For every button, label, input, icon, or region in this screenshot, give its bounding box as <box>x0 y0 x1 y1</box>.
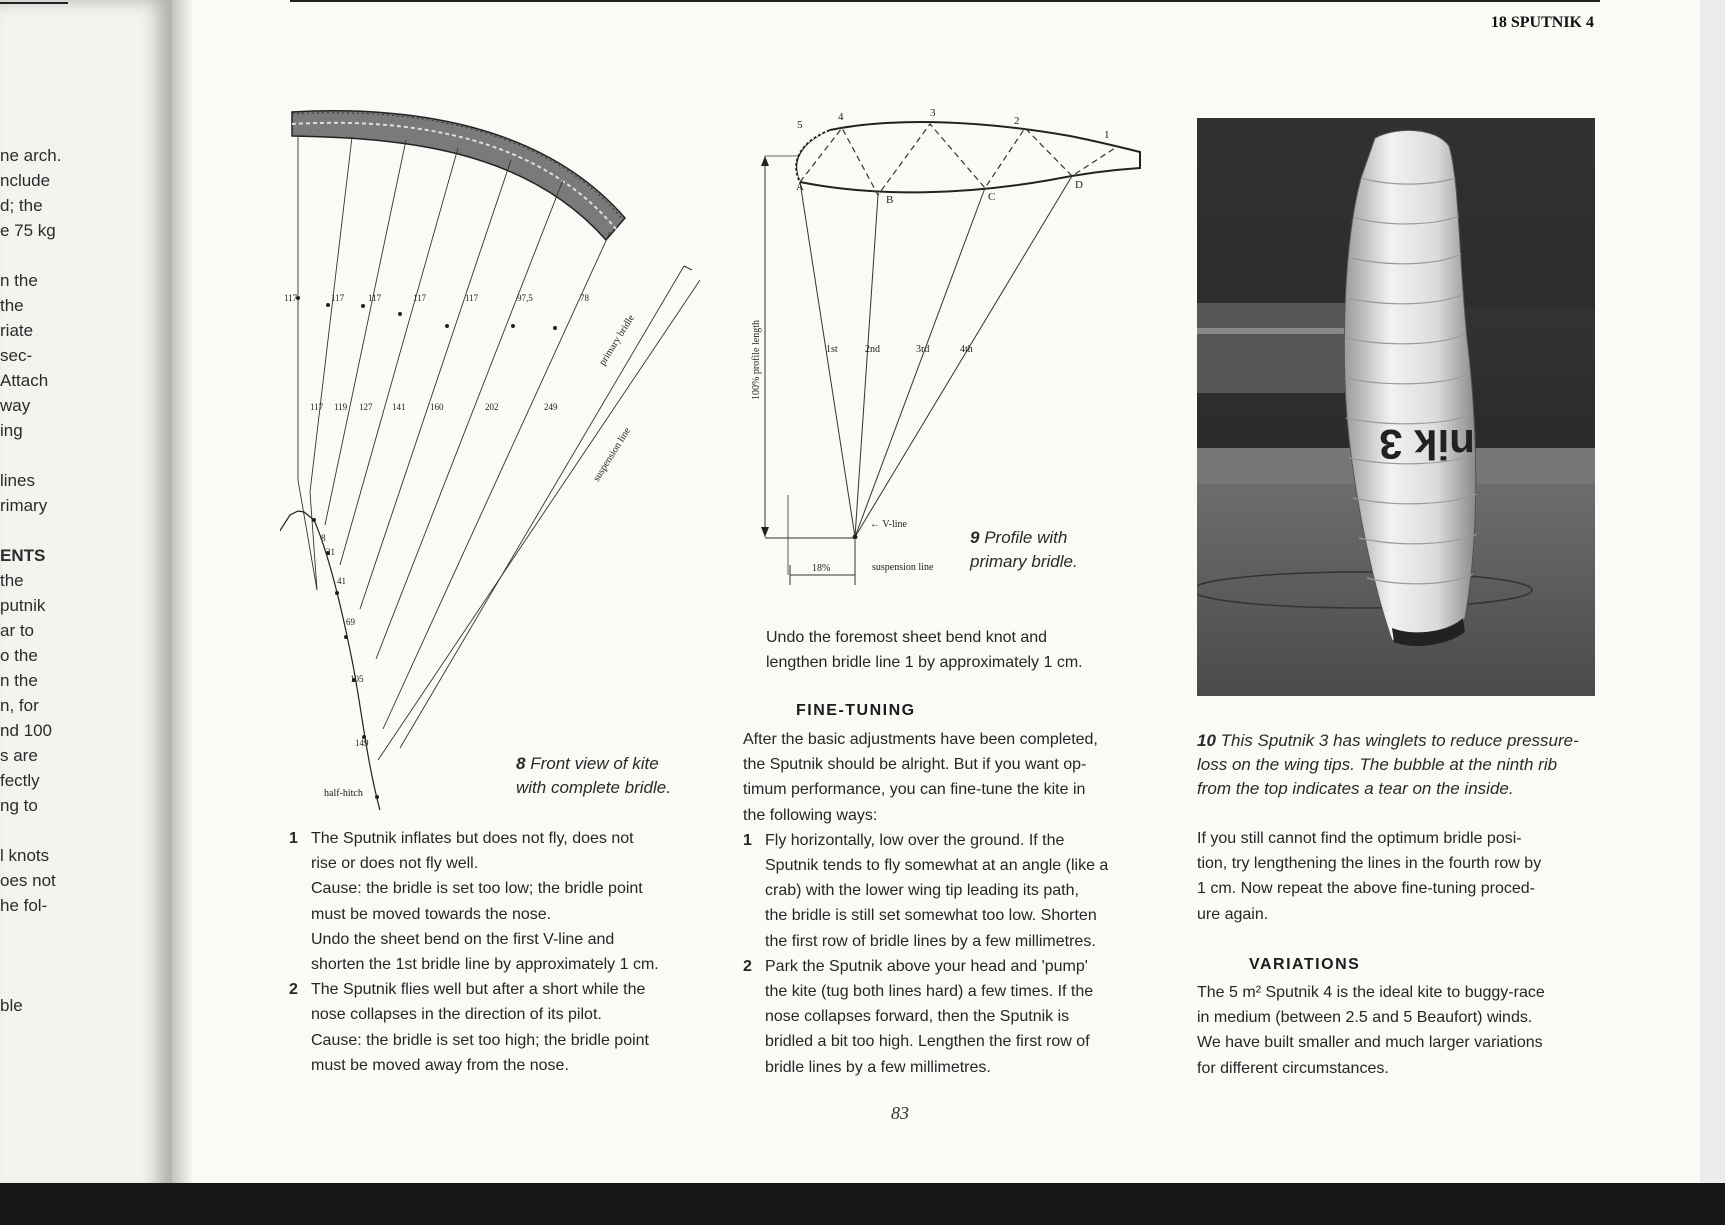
figure-8-caption: 8 Front view of kite with complete bridle. <box>516 754 671 797</box>
left-page-line: putnik <box>0 596 46 615</box>
left-page-line: ble <box>0 996 23 1015</box>
bridle-order-labels <box>826 344 973 355</box>
left-page-line: fectly <box>0 771 40 790</box>
page-number: 83 <box>891 1103 909 1123</box>
svg-text:97,5: 97,5 <box>517 293 533 303</box>
profile-top-numbers <box>797 107 1110 141</box>
lower-length-labels <box>310 402 558 412</box>
svg-text:3: 3 <box>930 107 936 119</box>
left-page-line: nd 100 <box>0 721 52 740</box>
svg-text:69: 69 <box>346 617 355 627</box>
svg-text:8: 8 <box>321 533 326 543</box>
left-page <box>0 0 172 1195</box>
left-page-line: the <box>0 571 24 590</box>
svg-text:149: 149 <box>355 738 369 748</box>
upper-length-labels <box>284 293 590 303</box>
svg-text:C: C <box>988 191 996 203</box>
list-item: 1 Fly horizontally, low over the ground. If the Sputnik tends to fly somewhat at an angle (like a crab) with the lower wing tip leading its path, the bridle is still set somewhat too low. Shorten the first row of bridle lines by a few millimetres. <box>743 831 1109 950</box>
variations-heading: VARIATIONS <box>1249 956 1361 973</box>
svg-text:117: 117 <box>284 293 298 303</box>
left-page-line: riate <box>0 321 34 340</box>
header-rule <box>290 0 1600 2</box>
left-page-line: sec- <box>0 346 33 365</box>
left-page-line: rimary <box>0 496 48 515</box>
svg-text:117: 117 <box>413 293 427 303</box>
svg-text:1: 1 <box>1104 129 1110 141</box>
svg-text:41: 41 <box>337 576 346 586</box>
column-1-text <box>289 826 719 1078</box>
kite-photo <box>1197 118 1595 696</box>
primary-bridle-label: primary bridle <box>597 313 638 368</box>
svg-text:5: 5 <box>797 119 803 131</box>
suspension-line-label: suspension line <box>872 562 934 573</box>
svg-text:117: 117 <box>310 402 324 412</box>
left-page-line: he fol- <box>0 896 48 915</box>
svg-text:117: 117 <box>368 293 382 303</box>
left-page-line: the <box>0 296 24 315</box>
svg-text:160: 160 <box>430 402 444 412</box>
page-edge <box>1700 0 1725 1183</box>
left-page-line: ne arch. <box>0 146 62 165</box>
left-page-line: ing <box>0 421 23 440</box>
column-3-variations-text: The 5 m² Sputnik 4 is the ideal kite to buggy-race in medium (between 2.5 and 5 Beaufort) winds. We have built smaller and much larger variations for different circumstances. <box>1197 984 1545 1077</box>
gutter-shadow <box>172 0 194 1183</box>
list-item: 1 The Sputnik inflates but does not fly, does not rise or does not fly well. Cause: the bridle is set too low; the bridle point must be moved towards the nose. Undo the sheet bend on the first V-line and shorten the 1st bridle line by approximately 1 cm. <box>289 830 659 974</box>
left-page-line: Attach <box>0 371 49 390</box>
page-header: 18 SPUTNIK 4 <box>1490 14 1594 31</box>
left-page-line: n, for <box>0 696 39 715</box>
svg-text:105: 105 <box>350 674 364 684</box>
figure-9-profile <box>730 100 1150 600</box>
list-item: 2 Park the Sputnik above your head and 'pump' the kite (tug both lines hard) a few times. If the nose collapses forward, then the Sputnik is bridled a bit too high. Lengthen the first row of bridle lines by a few millimetres. <box>743 957 1094 1076</box>
figure-8-front-view <box>280 100 720 810</box>
svg-text:4: 4 <box>838 111 844 123</box>
svg-text:A: A <box>796 181 804 193</box>
left-page-line: way <box>0 396 31 415</box>
scanner-bottom-band <box>0 1183 1725 1225</box>
left-page-line: n the <box>0 271 38 290</box>
bridle-lines <box>298 136 610 729</box>
fine-tuning-heading: FINE-TUNING <box>796 702 916 719</box>
suspension-line-label: suspension line <box>591 425 634 484</box>
left-page-line: ng to <box>0 796 38 815</box>
svg-text:117: 117 <box>331 293 345 303</box>
column-2-intro: Undo the foremost sheet bend knot and lengthen bridle line 1 by approximately 1 cm. <box>766 629 1083 672</box>
svg-text:119: 119 <box>334 402 348 412</box>
profile-bridle-lines <box>800 176 1072 537</box>
kite-print-text: nik 3 <box>1379 421 1475 468</box>
svg-text:D: D <box>1075 179 1083 191</box>
svg-text:2nd: 2nd <box>865 344 880 355</box>
svg-text:4th: 4th <box>960 344 973 355</box>
left-page-line: ENTS <box>0 546 46 565</box>
left-page-line: nclude <box>0 171 51 190</box>
left-page-line: e 75 kg <box>0 221 56 240</box>
left-page-line: lines <box>0 471 35 490</box>
left-page-line: l knots <box>0 846 50 865</box>
column-2-text: After the basic adjustments have been completed, the Sputnik should be alright. But if you want op- timum performance, you can fine-tune the kite in the following ways: 1 Fly horizontally, low over the ground. If the Sputnik tends to fly somewhat at an angle (like a crab) with the lower wing tip leading its path, the bridle is still set somewhat too low. Shorten the first row of bridle lines by a few millimetres. 2 Park the Sputnik above your head and 'pump' the kite (tug both lines hard) a few times. If the nose collapses forward, then the Sputnik is bridled a bit too high. Lengthen the first row of bridle lines by a few millimetres. <box>743 727 1163 1080</box>
half-hitch-label: half-hitch <box>324 788 363 799</box>
svg-text:2: 2 <box>1014 115 1020 127</box>
svg-text:78: 78 <box>580 293 589 303</box>
svg-text:B: B <box>886 194 894 206</box>
profile-length-label: 100% profile length <box>751 320 762 400</box>
v-line-label: ← V-line <box>870 519 907 530</box>
svg-text:1st: 1st <box>826 344 838 355</box>
left-page-line: d; the <box>0 196 43 215</box>
svg-text:127: 127 <box>359 402 373 412</box>
left-page-line: n the <box>0 671 38 690</box>
left-page-line: o the <box>0 646 38 665</box>
svg-text:141: 141 <box>392 402 406 412</box>
left-page-line: s are <box>0 746 38 765</box>
svg-text:3rd: 3rd <box>916 344 930 355</box>
svg-text:21: 21 <box>326 547 335 557</box>
airfoil-profile <box>796 122 1140 192</box>
svg-text:202: 202 <box>485 402 499 412</box>
svg-text:117: 117 <box>465 293 479 303</box>
figure-9-caption: 9 Profile with primary bridle. <box>970 528 1078 571</box>
left-page-text-fragments <box>0 146 150 1021</box>
column-3-text: If you still cannot find the optimum bridle posi- tion, try lengthening the lines in the fourth row by 1 cm. Now repeat the above fine-tuning proced- ure again. <box>1197 830 1542 923</box>
percent-label: 18% <box>812 563 831 574</box>
svg-text:249: 249 <box>544 402 558 412</box>
left-top-rule <box>0 2 68 4</box>
left-page-line: oes not <box>0 871 56 890</box>
figure-10-caption: 10 This Sputnik 3 has winglets to reduce pressure- loss on the wing tips. The bubble at the ninth rib from the top indicates a tear on the inside. <box>1197 731 1579 798</box>
list-item: 2 The Sputnik flies well but after a short while the nose collapses in the direction of its pilot. Cause: the bridle is set too high; the bridle point must be moved away from the nose. <box>289 981 649 1074</box>
left-page-line: ar to <box>0 621 35 640</box>
